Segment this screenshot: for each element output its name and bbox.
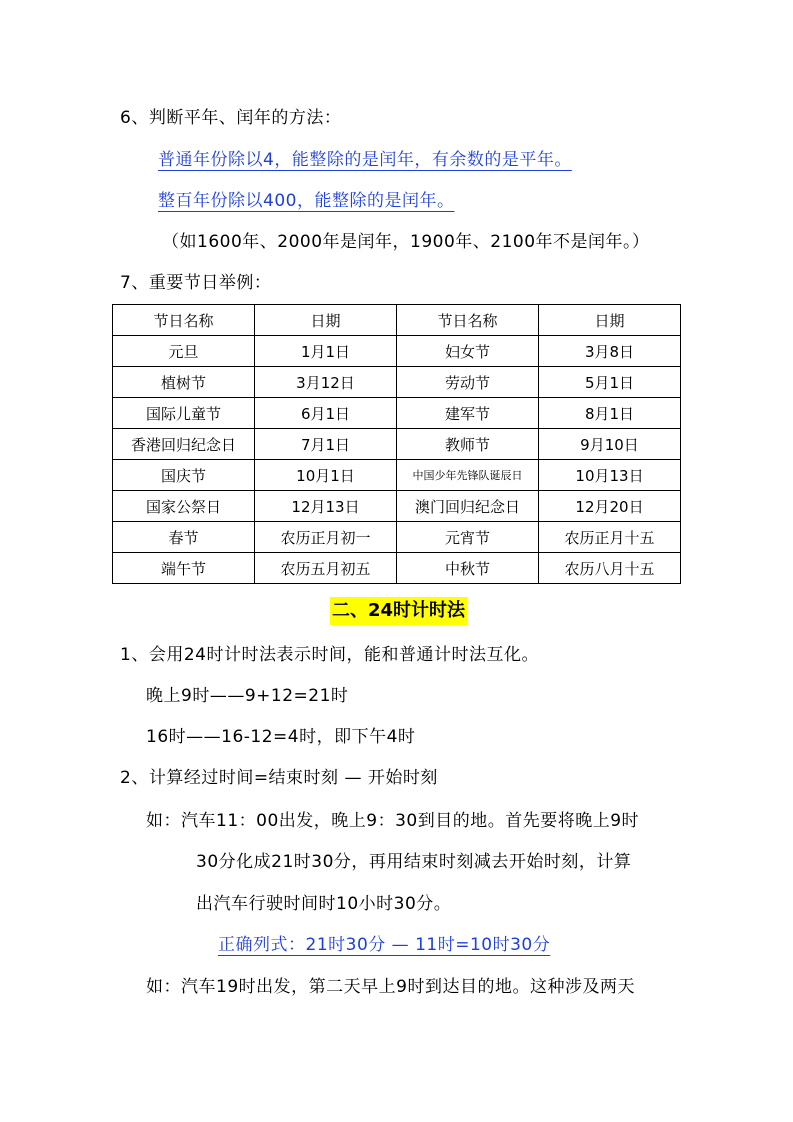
- festival-date-cell: 农历五月初五: [255, 553, 397, 584]
- section6-title: 6、判断平年、闰年的方法：: [120, 108, 342, 128]
- festival-date-cell: 12月20日: [539, 491, 681, 522]
- festival-date-cell: 农历八月十五: [539, 553, 681, 584]
- table-header-row: [113, 305, 681, 336]
- header-cell: 节日名称: [113, 305, 255, 336]
- table-row: [113, 553, 681, 584]
- chapter2-example3-line1: 如：汽车11：00出发，晚上9：30到目的地。首先要将晚上9时: [146, 811, 640, 831]
- table-row: [113, 429, 681, 460]
- festival-date-cell: 1月1日: [255, 336, 397, 367]
- chapter2-example2: 16时——16-12=4时，即下午4时: [146, 727, 416, 747]
- header-cell: 日期: [255, 305, 397, 336]
- festival-name-cell: 中国少年先锋队诞辰日: [397, 460, 539, 491]
- leap-year-example: （如1600年、2000年是闰年，1900年、2100年不是闰年。）: [162, 232, 650, 252]
- festival-table: [112, 304, 681, 584]
- festival-date-cell: 农历正月十五: [539, 522, 681, 553]
- festival-name-cell: 中秋节: [397, 553, 539, 584]
- festival-date-cell: 8月1日: [539, 398, 681, 429]
- festival-date-cell: 9月10日: [539, 429, 681, 460]
- chapter2-example1: 晚上9时——9+12=21时: [146, 686, 349, 706]
- section7-title: 7、重要节日举例：: [120, 273, 272, 293]
- festival-date-cell: 7月1日: [255, 429, 397, 460]
- festival-date-cell: 农历正月初一: [255, 522, 397, 553]
- table-row: [113, 367, 681, 398]
- festival-name-cell: 国际儿童节: [113, 398, 255, 429]
- festival-name-cell: 植树节: [113, 367, 255, 398]
- header-cell: 日期: [539, 305, 681, 336]
- correct-formula: 正确列式：21时30分 — 11时=10时30分: [218, 935, 551, 955]
- festival-name-cell: 教师节: [397, 429, 539, 460]
- chapter2-item2: 2、计算经过时间=结束时刻 — 开始时刻: [120, 768, 438, 788]
- festival-date-cell: 10月13日: [539, 460, 681, 491]
- festival-name-cell: 妇女节: [397, 336, 539, 367]
- festival-date-cell: 12月13日: [255, 491, 397, 522]
- festival-name-cell: 元旦: [113, 336, 255, 367]
- table-row: [113, 522, 681, 553]
- festival-name-cell: 元宵节: [397, 522, 539, 553]
- chapter2-example3-line2: 30分化成21时30分，再用结束时刻减去开始时刻，计算: [196, 852, 632, 872]
- table-row: [113, 460, 681, 491]
- festival-date-cell: 3月8日: [539, 336, 681, 367]
- chapter2-item1: 1、会用24时计时法表示时间，能和普通计时法互化。: [120, 645, 539, 665]
- table-row: [113, 491, 681, 522]
- festival-name-cell: 春节: [113, 522, 255, 553]
- festival-name-cell: 国庆节: [113, 460, 255, 491]
- festival-name-cell: 劳动节: [397, 367, 539, 398]
- festival-date-cell: 10月1日: [255, 460, 397, 491]
- chapter2-heading: 二、24时计时法: [330, 597, 467, 625]
- festival-date-cell: 5月1日: [539, 367, 681, 398]
- festival-name-cell: 端午节: [113, 553, 255, 584]
- festival-name-cell: 建军节: [397, 398, 539, 429]
- festival-name-cell: 香港回归纪念日: [113, 429, 255, 460]
- leap-year-rule-1: 普通年份除以4，能整除的是闰年，有余数的是平年。: [158, 150, 572, 170]
- header-cell: 节日名称: [397, 305, 539, 336]
- festival-date-cell: 6月1日: [255, 398, 397, 429]
- chapter2-example4-line1: 如：汽车19时出发，第二天早上9时到达目的地。这种涉及两天: [146, 977, 635, 997]
- chapter2-example3-line3: 出汽车行驶时间时10小时30分。: [196, 894, 452, 914]
- festival-name-cell: 澳门回归纪念日: [397, 491, 539, 522]
- table-row: [113, 398, 681, 429]
- table-row: [113, 336, 681, 367]
- festival-name-cell: 国家公祭日: [113, 491, 255, 522]
- leap-year-rule-2: 整百年份除以400，能整除的是闰年。: [158, 191, 455, 211]
- festival-date-cell: 3月12日: [255, 367, 397, 398]
